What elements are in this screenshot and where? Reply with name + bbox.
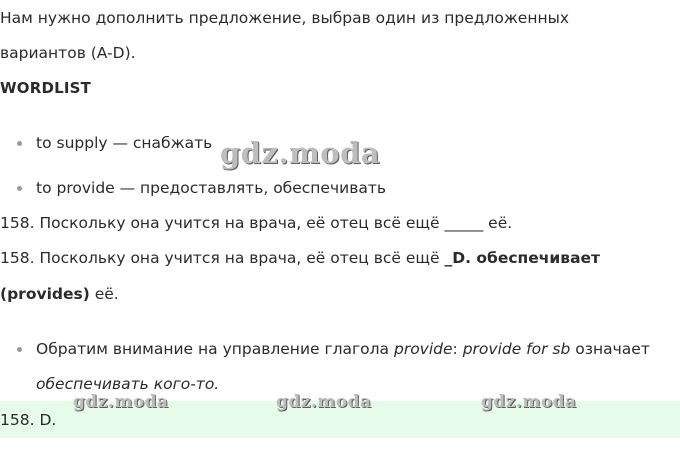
answer-sentence-suffix: её. [89,285,119,303]
answer-sentence-prefix: 158. Поскольку она учится на врача, её отец всё ещё [0,249,445,267]
answer-sentence-line-1 [0,247,600,269]
intro-line-2: вариантов (A-D). [0,44,136,62]
note-text: Обратим внимание на управление глагола [36,340,394,358]
wordlist-item-label: to supply — снабжать [36,134,213,152]
final-answer: 158. D. [0,411,57,429]
watermark-logo: gdz.moda [220,136,381,170]
bullet-icon [17,141,22,146]
answer-choice-bold: _D. обеспечивает [444,249,601,267]
answer-sentence-line-2 [0,283,119,305]
note-verb: provide [393,340,453,358]
wordlist-item-label: to provide — предоставлять, обеспечивать [36,179,386,197]
note-construction: provide for sb [462,340,571,358]
answer-choice-english: (provides) [0,285,90,303]
question-sentence: 158. Поскольку она учится на врача, её отец всё ещё _____ её. [0,214,513,232]
wordlist-heading: WORDLIST [0,79,92,97]
note-colon: : [452,340,463,358]
note-text-end: означает [570,340,650,358]
watermark-logo: gdz.moda [481,392,577,412]
grammar-note-line-2: обеспечивать кого-то. [36,375,220,393]
bullet-icon [17,347,22,352]
intro-line-1: Нам нужно дополнить предложение, выбрав один из предложенных [0,9,570,27]
bullet-icon [17,186,22,191]
watermark-logo: gdz.moda [73,392,169,412]
watermark-logo: gdz.moda [276,392,372,412]
